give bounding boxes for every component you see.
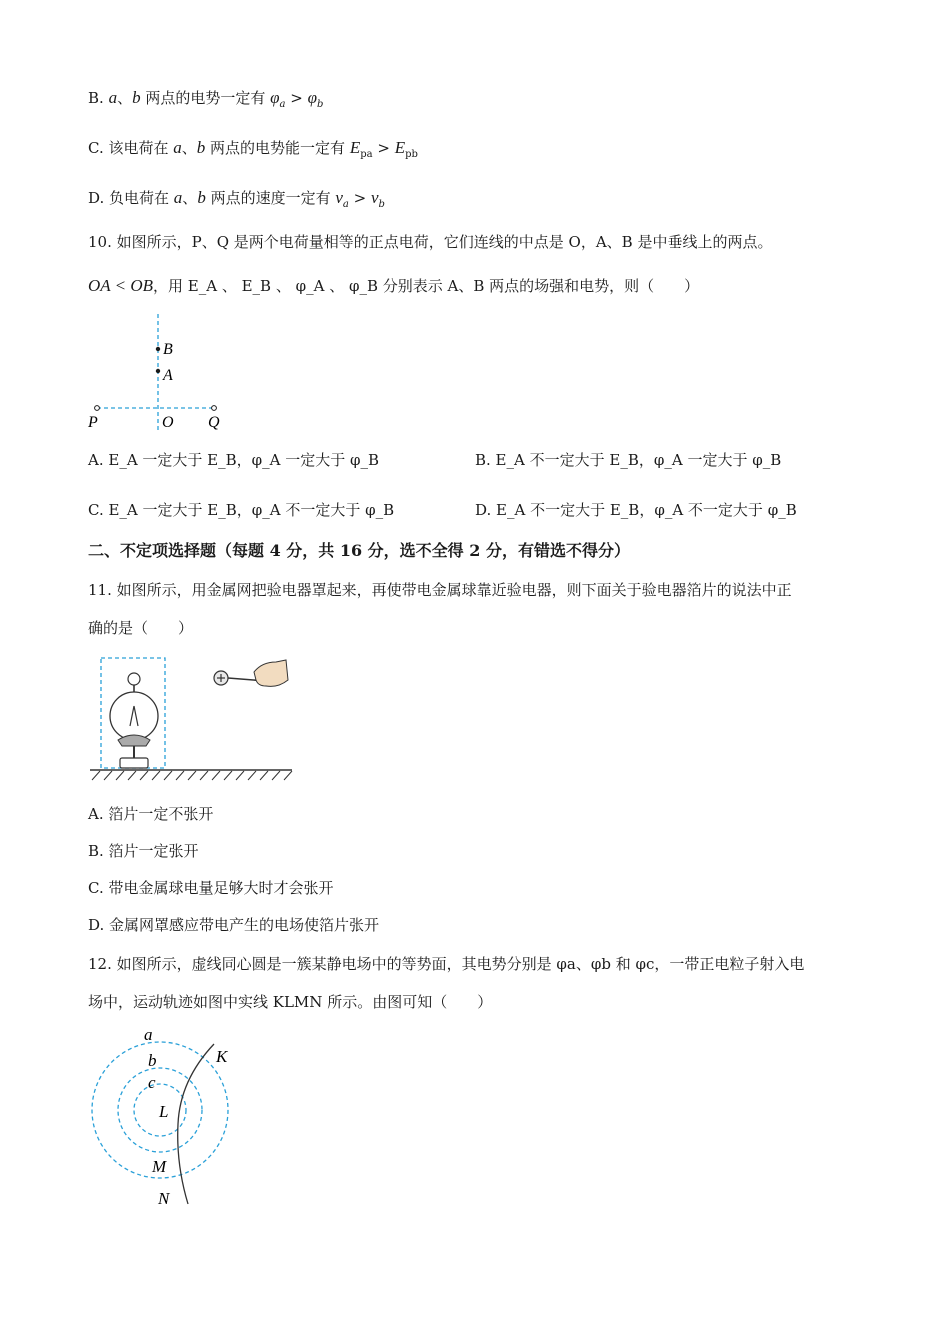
electroscope (110, 673, 158, 768)
q11-option-c: C. 带电金属球电量足够大时才会张开 (88, 879, 334, 897)
phi-symbol: φ (307, 88, 318, 107)
subscript: a (279, 99, 286, 110)
option-label: D. 负电荷在 (88, 189, 174, 207)
label-b: b (148, 1051, 157, 1070)
q9-option-d (88, 188, 385, 215)
q11-stem-line1: 11. 如图所示，用金属网把验电器罩起来，再使带电金属球靠近验电器，则下面关于验电器箔片的说法中正 (88, 581, 792, 599)
charge-p-dot (95, 406, 100, 411)
q10-stem-line2 (88, 276, 699, 296)
point-b: b (196, 138, 206, 157)
option-label: C. 该电荷在 (88, 139, 174, 157)
label-a: a (144, 1025, 153, 1044)
option-label: B. (88, 89, 109, 107)
q9-option-c (88, 138, 418, 165)
point-b: b (132, 88, 141, 107)
relation: > (348, 189, 371, 207)
label-b: B (163, 341, 173, 358)
trajectory-klmn (178, 1044, 214, 1204)
q10-option-b: B. E_A 不一定大于 E_B，φ_A 一定大于 φ_B (475, 451, 782, 469)
point-a: a (173, 138, 182, 157)
phi-symbol: φ (270, 88, 280, 107)
label-m: M (152, 1157, 167, 1176)
label-o: O (162, 414, 174, 431)
subscript: a (342, 199, 349, 210)
hand-icon (254, 660, 288, 686)
velocity-symbol: v (370, 188, 379, 207)
q12-stem-line2: 场中，运动轨迹如图中实线 KLMN 所示。由图可知（ ） (88, 993, 493, 1011)
subscript: pa (360, 149, 373, 160)
relation: > (285, 89, 308, 107)
subscript: b (378, 199, 385, 210)
q11-figure (86, 654, 296, 784)
stem-text: ，用 E_A 、 E_B 、 φ_A 、 φ_B 分别表示 A、B 两点的场强和电势，则（ ） (153, 277, 700, 295)
ground-hatching (92, 771, 292, 780)
q11-option-a: A. 箔片一定不张开 (88, 805, 214, 823)
label-l: L (159, 1102, 169, 1121)
q12-figure (84, 1022, 254, 1212)
q9-option-b (88, 88, 323, 115)
charge-q-dot (212, 406, 217, 411)
label-a: A (163, 367, 173, 384)
point-a-dot (156, 369, 160, 373)
q11-stem-line2: 确的是（ ） (88, 619, 194, 637)
point-b-dot (156, 347, 160, 351)
velocity-symbol: v (335, 188, 343, 207)
relation: > (372, 139, 395, 157)
q10-figure (80, 308, 240, 436)
subscript: pb (405, 149, 418, 160)
option-text: 两点的电势能一定有 (205, 139, 350, 157)
q10-option-c: C. E_A 一定大于 E_B，φ_A 不一定大于 φ_B (88, 501, 395, 519)
energy-symbol: E (349, 138, 361, 157)
label-k: K (216, 1047, 228, 1066)
label-q: Q (208, 414, 220, 431)
q11-option-d: D. 金属网罩感应带电产生的电场使箔片张开 (88, 916, 380, 934)
label-p: P (88, 414, 98, 431)
separator: 、 (181, 139, 197, 157)
energy-symbol: E (394, 138, 406, 157)
q10-stem-line1: 10. 如图所示，P、Q 是两个电荷量相等的正点电荷，它们连线的中点是 O，A、B 是中垂线上的两点。 (88, 233, 773, 251)
point-a: a (108, 88, 118, 107)
subscript: b (317, 99, 324, 110)
point-a: a (173, 188, 183, 207)
q12-stem-line1: 12. 如图所示，虚线同心圆是一簇某静电场中的等势面，其电势分别是 φa、φb 和 φc，一带正电粒子射入电 (88, 955, 805, 973)
q11-option-b: B. 箔片一定张开 (88, 842, 199, 860)
q10-option-a: A. E_A 一定大于 E_B，φ_A 一定大于 φ_B (88, 451, 380, 469)
point-b: b (197, 188, 206, 207)
option-text: 两点的电势一定有 (140, 89, 271, 107)
separator: 、 (182, 189, 198, 207)
label-c: c (148, 1073, 156, 1092)
q10-option-d: D. E_A 不一定大于 E_B，φ_A 不一定大于 φ_B (475, 501, 797, 519)
section-heading: 二、不定项选择题（每题 4 分，共 16 分，选不全得 2 分，有错选不得分） (88, 541, 630, 560)
inequality: OA < OB (88, 276, 153, 295)
option-text: 两点的速度一定有 (205, 189, 336, 207)
separator: 、 (117, 89, 133, 107)
label-n: N (158, 1189, 170, 1208)
